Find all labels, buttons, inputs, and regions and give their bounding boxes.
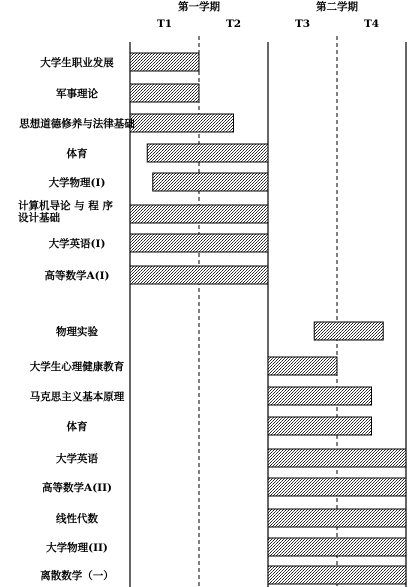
course-bar	[314, 322, 383, 340]
course-bar	[130, 84, 199, 102]
course-labels	[18, 56, 135, 582]
course-label: 计算机导论 与 程 序设计基础	[18, 200, 113, 224]
course-label: 高等数学A(II)	[42, 482, 112, 494]
course-label: 体育	[66, 421, 88, 433]
course-label: 大学生职业发展	[40, 57, 114, 69]
course-bar	[268, 509, 406, 527]
course-bar	[153, 173, 268, 191]
course-label: 大学物理(II)	[46, 542, 108, 554]
semester-label: 第一学期	[178, 1, 220, 13]
quarter-label: T4	[363, 18, 380, 30]
course-label: 体育	[66, 148, 88, 160]
course-label: 军事理论	[56, 88, 98, 100]
course-label: 思想道德修养与法律基础	[19, 118, 135, 130]
course-bar	[130, 205, 268, 223]
course-bar	[130, 234, 268, 252]
course-label: 高等数学A(I)	[44, 270, 110, 282]
course-bar	[130, 114, 234, 132]
chart-header	[157, 0, 379, 30]
course-bar	[268, 566, 406, 584]
quarter-label: T1	[156, 18, 173, 30]
course-bar	[268, 478, 406, 496]
quarter-label: T2	[225, 18, 242, 30]
course-label: 大学英语(I)	[48, 238, 106, 250]
course-bar	[268, 357, 337, 375]
course-bar	[268, 538, 406, 556]
course-label: 大学生心理健康教育	[29, 361, 125, 373]
course-label: 马克思主义基本原理	[29, 391, 125, 403]
course-label: 大学英语	[56, 453, 98, 465]
course-bar	[130, 53, 199, 71]
course-label: 线性代数	[56, 513, 98, 525]
course-bar	[268, 387, 372, 405]
course-label: 大学物理(I)	[48, 177, 106, 189]
course-label: 离散数学（一）	[40, 570, 114, 582]
semester-label: 第二学期	[316, 1, 358, 13]
course-bar	[268, 449, 406, 467]
course-bar	[268, 417, 372, 435]
course-bar	[147, 144, 268, 162]
course-bar	[130, 266, 268, 284]
course-label: 物理实验	[56, 326, 98, 338]
quarter-label: T3	[294, 18, 311, 30]
